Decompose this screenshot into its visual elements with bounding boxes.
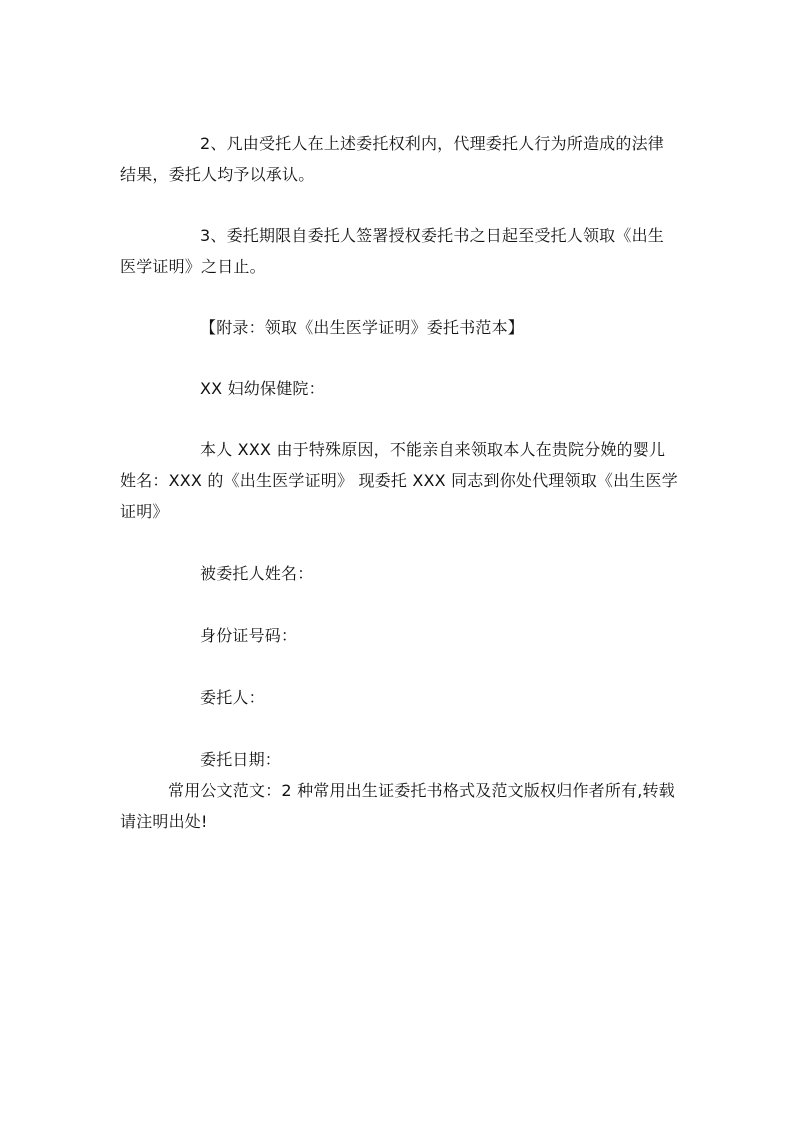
clause-2-paragraph: 2、凡由受托人在上述委托权利内，代理委托人行为所造成的法律结果，委托人均予以承认。 [120,134,664,184]
addressee-line: XX 妇幼保健院： [200,379,325,398]
entruster-field: 委托人： [200,688,265,707]
clause-3-paragraph: 3、委托期限自委托人签署授权委托书之日起至受托人领取《出生医学证明》之日止。 [120,226,664,276]
appendix-title: 【附录：领取《出生医学证明》委托书范本】 [200,318,525,337]
document-body [120,128,680,837]
entrust-date-field: 委托日期： [200,750,282,769]
entrustee-name-field: 被委托人姓名： [200,564,314,583]
id-number-field: 身份证号码： [200,626,298,645]
footer-copyright-note: 常用公文范文：2 种常用出生证委托书格式及范文版权归作者所有,转载请注明出处! [120,781,675,831]
entrustment-body-paragraph: 本人 XXX 由于特殊原因，不能亲自来领取本人在贵院分娩的婴儿姓名：XXX 的《出生医学证明》 现委托 XXX 同志到你处代理领取《出生医学证明》 [120,440,678,521]
